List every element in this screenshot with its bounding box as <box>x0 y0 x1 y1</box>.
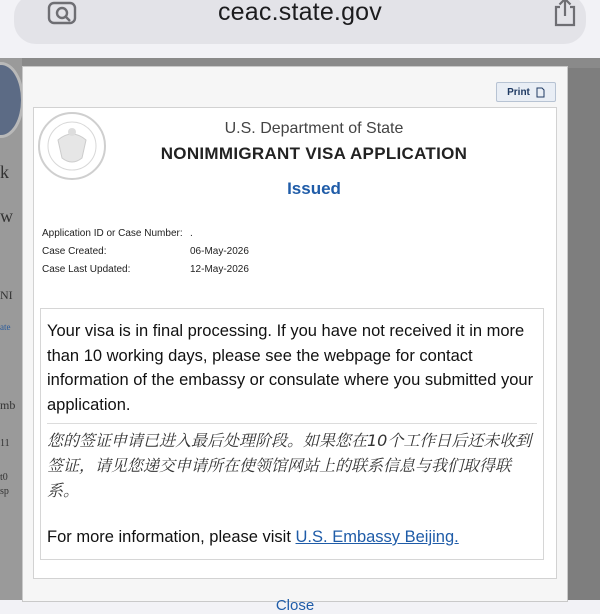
background-fragment: t0 <box>0 472 8 483</box>
application-title: NONIMMIGRANT VISA APPLICATION <box>160 144 468 163</box>
background-seal <box>0 62 24 138</box>
status-message-box <box>40 308 544 560</box>
document-icon <box>536 87 545 98</box>
department-name: U.S. Department of State <box>224 120 404 137</box>
field-value: 12-May-2026 <box>190 264 249 275</box>
case-id-row <box>42 228 249 246</box>
visa-status-dialog <box>22 66 568 614</box>
field-label: Case Last Updated: <box>42 264 131 275</box>
url-text[interactable]: ceac.state.gov <box>217 0 382 26</box>
field-label: Case Created: <box>42 246 107 257</box>
background-page-left <box>0 58 22 600</box>
field-value: . <box>190 228 193 239</box>
background-fragment: w <box>0 206 13 226</box>
background-fragment: sp <box>0 486 9 497</box>
case-updated-row <box>42 264 249 282</box>
field-label: Application ID or Case Number: <box>42 228 183 239</box>
address-bar[interactable] <box>14 0 586 44</box>
case-details <box>42 228 249 282</box>
case-created-row <box>42 246 249 264</box>
field-value: 06-May-2026 <box>190 246 249 257</box>
print-button[interactable] <box>496 82 556 102</box>
more-info-line <box>47 528 537 547</box>
status-message-chinese: 您的签证申请已进入最后处理阶段。如果您在10个工作日后还未收到签证，请见您递交申请所在使领馆网站上的联系信息与我们取得联系。 <box>47 431 532 500</box>
background-fragment: k <box>0 162 9 182</box>
status-badge: Issued <box>287 179 341 198</box>
divider <box>47 423 537 424</box>
close-button[interactable]: Close <box>275 597 315 614</box>
status-message-english: Your visa is in final processing. If you have not received it in more than 10 working days, please see the webpage for contact information of the embassy or consulate where you submitted your application. <box>47 322 534 414</box>
status-panel <box>33 107 557 579</box>
share-icon[interactable] <box>550 0 580 28</box>
embassy-link[interactable]: U.S. Embassy Beijing. <box>295 528 459 546</box>
print-label: Print <box>507 86 530 98</box>
background-fragment: ate <box>0 322 11 332</box>
more-info-text: For more information, please visit <box>47 528 296 546</box>
background-fragment: 11 <box>0 438 10 449</box>
browser-toolbar <box>0 0 600 58</box>
background-fragment: mb <box>0 398 16 412</box>
background-page-right <box>566 68 600 600</box>
background-fragment: NI <box>0 288 13 302</box>
